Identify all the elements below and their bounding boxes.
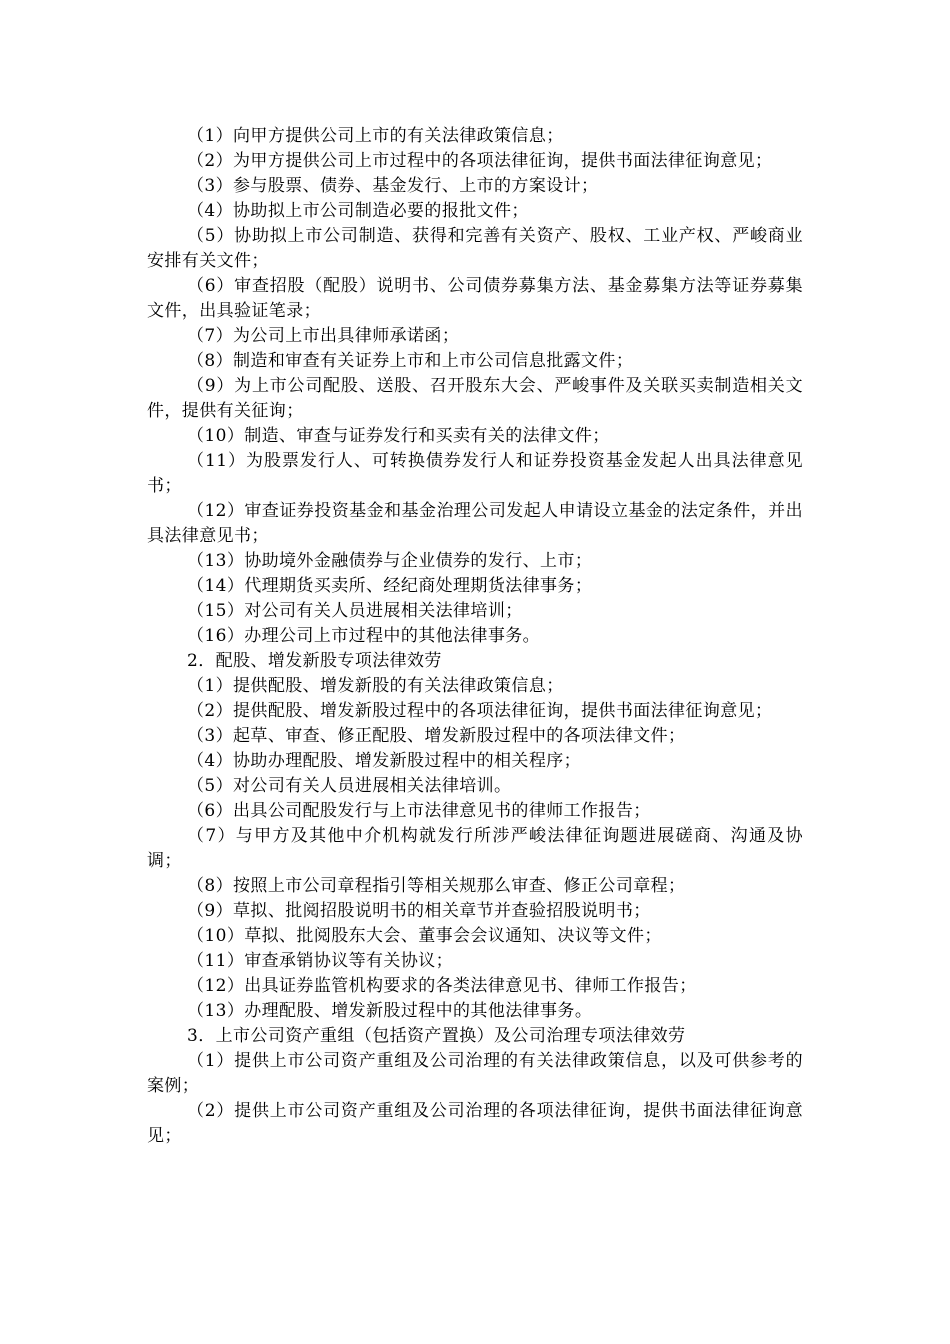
paragraph: （12）出具证券监管机构要求的各类法律意见书、律师工作报告；	[187, 976, 697, 996]
paragraph: （10）制造、审查与证券发行和买卖有关的法律文件；	[187, 426, 610, 446]
paragraph: （7）与甲方及其他中介机构就发行所涉严峻法律征询题进展磋商、沟通及协调；	[147, 826, 803, 871]
document-body	[147, 124, 803, 1149]
paragraph: （2）提供配股、增发新股过程中的各项法律征询，提供书面法律征询意见；	[187, 701, 773, 721]
paragraph: （8）按照上市公司章程指引等相关规那么审查、修正公司章程；	[187, 876, 686, 896]
paragraph: （13）协助境外金融债券与企业债券的发行、上市；	[187, 551, 593, 571]
paragraph: （1）提供上市公司资产重组及公司治理的有关法律政策信息，以及可供参考的案例；	[147, 1051, 803, 1096]
paragraph: （3）参与股票、债券、基金发行、上市的方案设计；	[187, 176, 599, 196]
paragraph: （14）代理期货买卖所、经纪商处理期货法律事务；	[187, 576, 593, 596]
paragraph: （5）协助拟上市公司制造、获得和完善有关资产、股权、工业产权、严峻商业安排有关文件；	[147, 226, 803, 271]
paragraph: （16）办理公司上市过程中的其他法律事务。	[187, 626, 541, 646]
paragraph: （11）为股票发行人、可转换债券发行人和证券投资基金发起人出具法律意见书；	[147, 451, 803, 496]
paragraph: （1）向甲方提供公司上市的有关法律政策信息；	[187, 126, 564, 146]
paragraph: （7）为公司上市出具律师承诺函；	[187, 326, 460, 346]
paragraph: （5）对公司有关人员进展相关法律培训。	[187, 776, 512, 796]
paragraph: （6）审查招股（配股）说明书、公司债券募集方法、基金募集方法等证券募集文件，出具验证笔录；	[147, 276, 803, 321]
paragraph: （9）草拟、批阅招股说明书的相关章节并查验招股说明书；	[187, 901, 651, 921]
paragraph: （9）为上市公司配股、送股、召开股东大会、严峻事件及关联买卖制造相关文件，提供有关征询；	[147, 376, 803, 421]
paragraph: （4）协助拟上市公司制造必要的报批文件；	[187, 201, 529, 221]
paragraph: （1）提供配股、增发新股的有关法律政策信息；	[187, 676, 564, 696]
paragraph: （15）对公司有关人员进展相关法律培训；	[187, 601, 523, 621]
paragraph: （11）审查承销协议等有关协议；	[187, 951, 454, 971]
paragraph: （4）协助办理配股、增发新股过程中的相关程序；	[187, 751, 582, 771]
paragraph: （10）草拟、批阅股东大会、董事会会议通知、决议等文件；	[187, 926, 662, 946]
paragraph: （12）审查证券投资基金和基金治理公司发起人申请设立基金的法定条件，并出具法律意见书；	[147, 501, 803, 546]
paragraph: （13）办理配股、增发新股过程中的其他法律事务。	[187, 1001, 593, 1021]
paragraph: （6）出具公司配股发行与上市法律意见书的律师工作报告；	[187, 801, 651, 821]
paragraph: （8）制造和审查有关证券上市和上市公司信息批露文件；	[187, 351, 634, 371]
section-heading: 3．上市公司资产重组（包括资产置换）及公司治理专项法律效劳	[187, 1026, 686, 1046]
paragraph: （2）提供上市公司资产重组及公司治理的各项法律征询，提供书面法律征询意见；	[147, 1101, 803, 1146]
paragraph: （3）起草、审查、修正配股、增发新股过程中的各项法律文件；	[187, 726, 686, 746]
section-heading: 2．配股、增发新股专项法律效劳	[187, 651, 442, 671]
paragraph: （2）为甲方提供公司上市过程中的各项法律征询，提供书面法律征询意见；	[187, 151, 773, 171]
